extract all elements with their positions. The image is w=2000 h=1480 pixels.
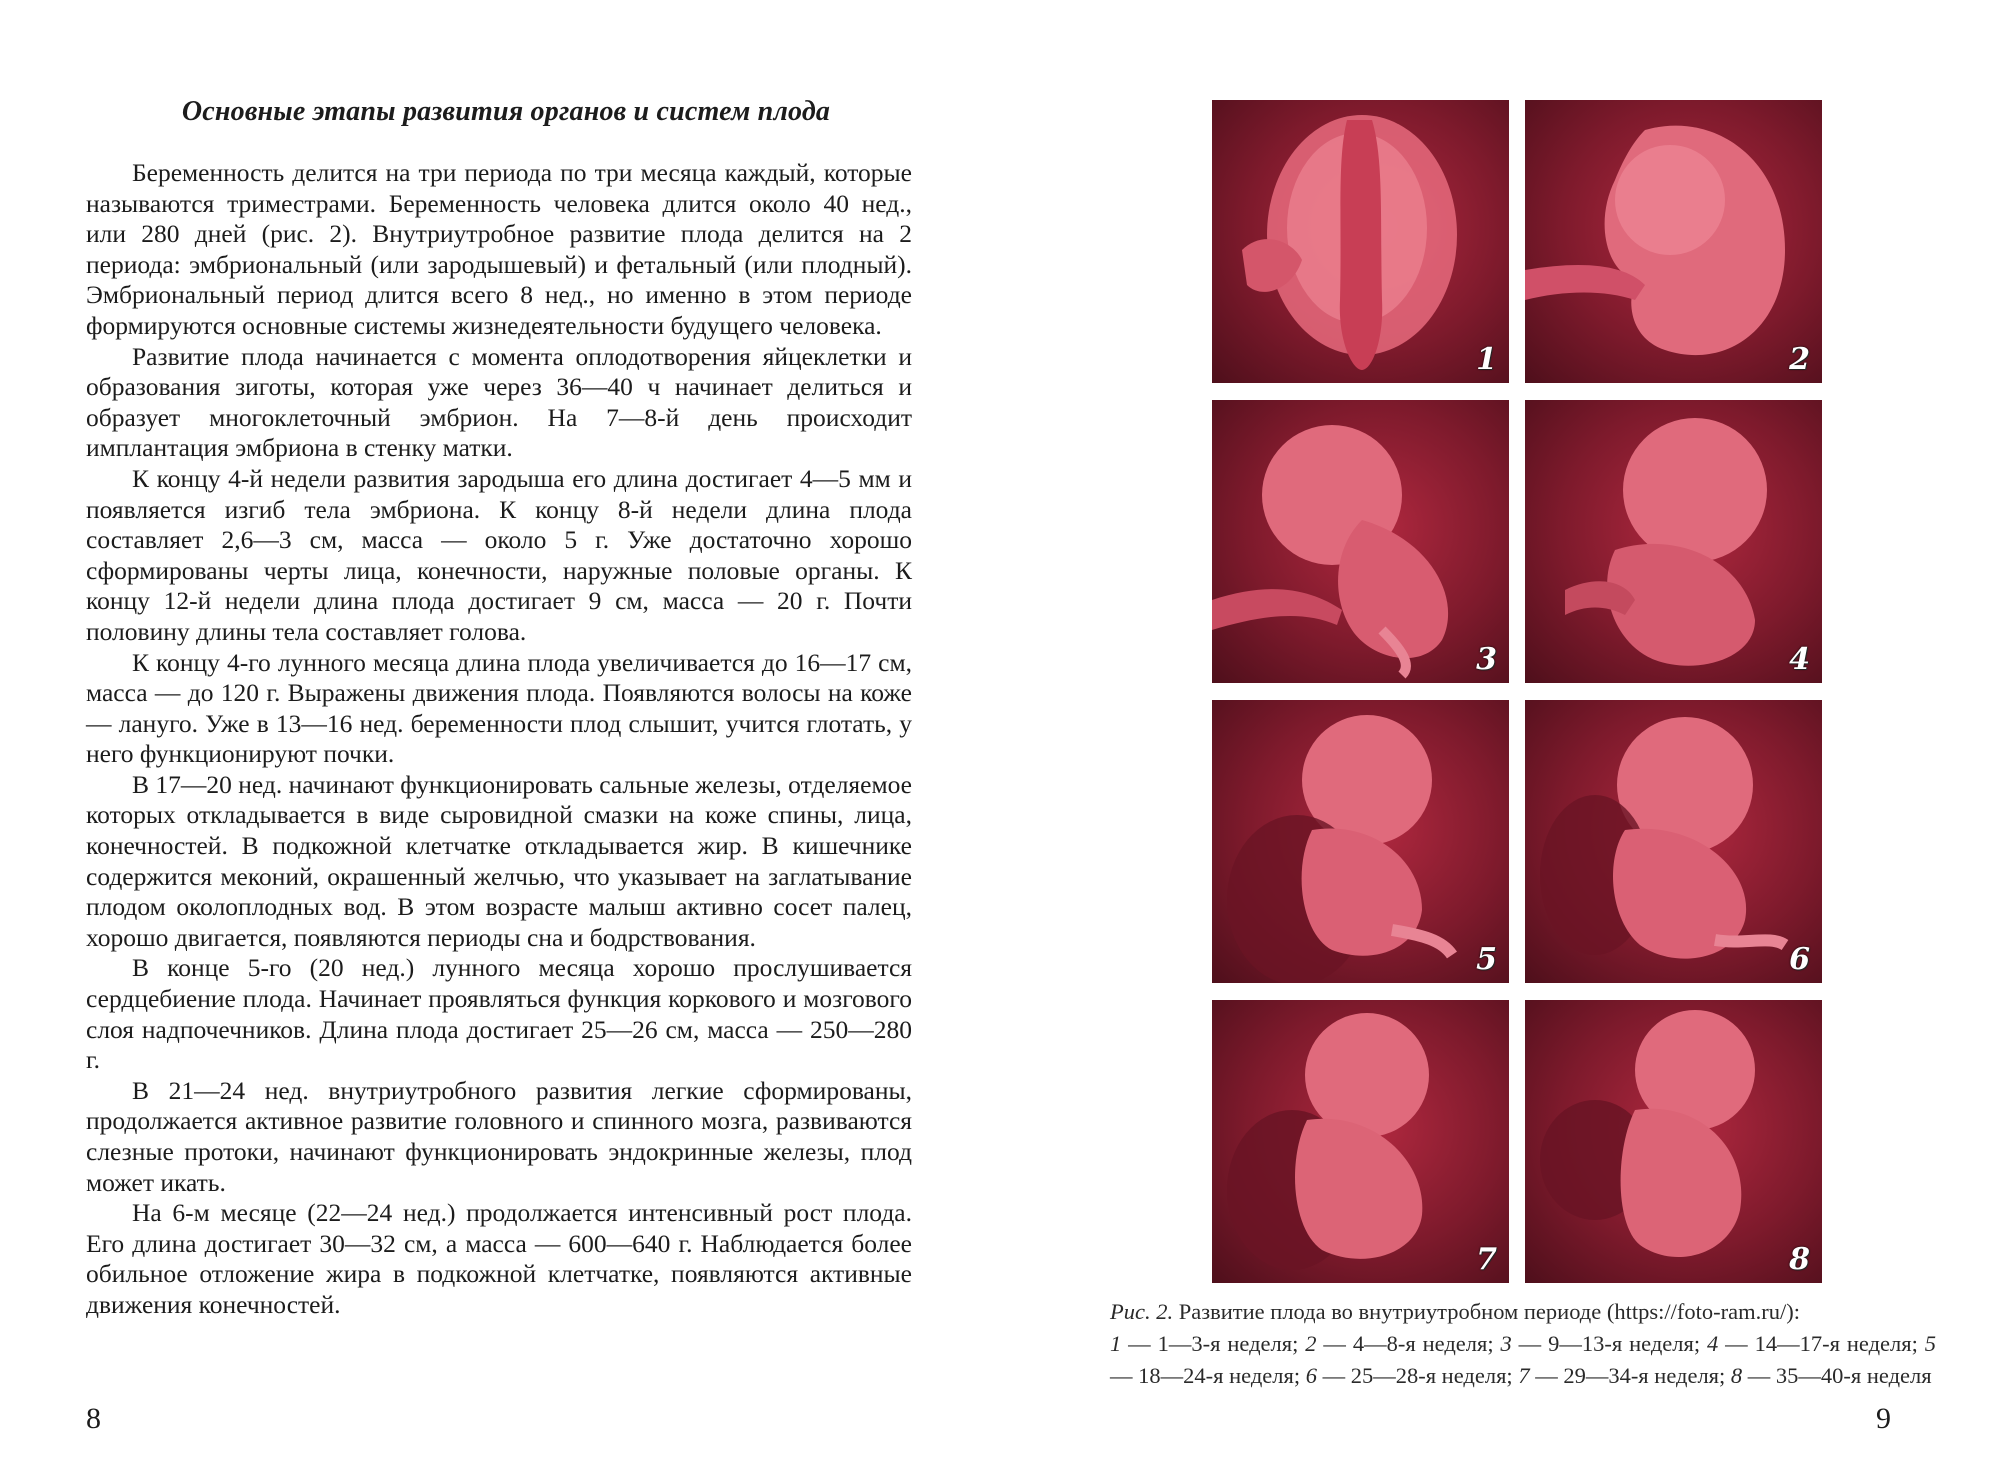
paragraph: К концу 4-го лунного месяца длина плода увеличивается до 16—17 см, масса — до 120 г. Выражены движения плода. Появляются волосы на коже — лануго. Уже в 13—16 нед. беременности плод слышит, учится глотать, у него функционируют почки. bbox=[86, 647, 912, 769]
figure-tile bbox=[1212, 400, 1509, 683]
figure-tile bbox=[1525, 1000, 1822, 1283]
section-title: Основные этапы развития органов и систем плода bbox=[181, 96, 831, 127]
embryo-icon bbox=[1525, 100, 1822, 383]
caption-text: — 35—40-я неделя bbox=[1742, 1363, 1932, 1388]
figure-tile bbox=[1212, 1000, 1509, 1283]
body-text bbox=[86, 158, 912, 1321]
caption-num: 1 bbox=[1110, 1331, 1122, 1356]
fetus-icon bbox=[1525, 700, 1822, 983]
tile-number: 4 bbox=[1789, 642, 1810, 677]
tile-number: 1 bbox=[1476, 342, 1497, 377]
caption-text: — 29—34-я неделя; bbox=[1529, 1363, 1731, 1388]
caption-prefix: Рис. 2. bbox=[1110, 1299, 1174, 1324]
paragraph: К концу 4-й недели развития зародыша его длина достигает 4—5 мм и появляется изгиб тела эмбриона. К концу 8-й недели длина плода составляет 2,6—3 см, масса — около 5 г. Уже достаточно хорошо сформированы черты лица, конечности, наружные половые органы. К концу 12-й недели длина плода достигает 9 см, масса — 20 г. Почти половину длины тела составляет голова. bbox=[86, 463, 912, 646]
figure-caption bbox=[1110, 1296, 1936, 1392]
caption-num: 8 bbox=[1730, 1363, 1743, 1388]
paragraph: На 6-м месяце (22—24 нед.) продолжается интенсивный рост плода. Его длина достигает 30—32 см, а масса — 600—640 г. Наблюдается более обильное отложение жира в подкожной клетчатке, появляются активные движения конечностей. bbox=[86, 1198, 912, 1319]
figure-tile bbox=[1525, 700, 1822, 983]
caption-text: — 14—17-я неделя; bbox=[1718, 1331, 1925, 1356]
tile-number: 7 bbox=[1476, 1242, 1497, 1277]
caption-num: 4 bbox=[1707, 1331, 1719, 1356]
tile-number: 5 bbox=[1476, 942, 1497, 977]
caption-text: — 9—13-я неделя; bbox=[1511, 1331, 1707, 1356]
paragraph: В 17—20 нед. начинают функционировать сальные железы, отделяемое которых откладывается в виде сыровидной смазки на коже спины, лица, конечностей. В подкожной клетчатке откладывается жир. В кишечнике содержится меконий, окрашенный желчью, что указывает на заглатывание плодом околоплодных вод. В этом возрасте малыш активно сосет палец, хорошо двигается, появляются периоды сна и бодрствования. bbox=[86, 769, 912, 952]
tile-number: 8 bbox=[1789, 1242, 1810, 1277]
fetus-icon bbox=[1525, 400, 1822, 683]
fetus-icon bbox=[1212, 1000, 1509, 1283]
tile-number: 6 bbox=[1789, 942, 1810, 977]
figure-tile bbox=[1212, 100, 1509, 383]
page-number-left: 8 bbox=[86, 1402, 101, 1435]
caption-num: 2 bbox=[1305, 1331, 1317, 1356]
caption-num: 5 bbox=[1924, 1331, 1936, 1356]
fetus-icon bbox=[1212, 400, 1509, 683]
caption-num: 3 bbox=[1500, 1331, 1512, 1356]
tile-number: 2 bbox=[1789, 342, 1810, 377]
figure-tile bbox=[1525, 400, 1822, 683]
paragraph: Беременность делится на три периода по три месяца каждый, которые называются триместрами. Беременность человека длится около 40 нед., или 280 дней (рис. 2). Внутриутробное развитие плода делится на 2 периода: эмбриональный (или зародышевый) и фетальный (или плодный). Эмбриональный период длится всего 8 нед., но именно в этом периоде формируются основные системы жизнедеятельности будущего человека. bbox=[86, 158, 912, 340]
caption-text: — 25—28-я неделя; bbox=[1316, 1363, 1519, 1388]
tile-number: 3 bbox=[1476, 642, 1497, 677]
caption-num: 7 bbox=[1518, 1363, 1530, 1388]
page-number-right: 9 bbox=[1876, 1402, 1891, 1435]
caption-text: — 18—24-я неделя; bbox=[1110, 1363, 1306, 1388]
caption-text: — 4—8-я неделя; bbox=[1316, 1331, 1501, 1356]
fetus-icon bbox=[1525, 1000, 1822, 1283]
figure-tile bbox=[1212, 700, 1509, 983]
right-page bbox=[1000, 0, 2000, 1480]
paragraph: В конце 5-го (20 нед.) лунного месяца хорошо прослушивается сердцебиение плода. Начинает проявляться функция коркового и мозгового слоя надпочечников. Длина плода достигает 25—26 см, масса — 250—280 г. bbox=[86, 953, 912, 1075]
embryo-icon bbox=[1212, 100, 1509, 383]
caption-title: Развитие плода во внутриутробном периоде (https://foto-ram.ru/): bbox=[1173, 1299, 1800, 1324]
fetus-icon bbox=[1212, 700, 1509, 983]
paragraph: В 21—24 нед. внутриутробного развития легкие сформированы, продолжается активное развитие головного и спинного мозга, развиваются слезные протоки, начинают функционировать эндокринные железы, плод может икать. bbox=[86, 1075, 912, 1197]
figure-tile bbox=[1525, 100, 1822, 383]
paragraph: Развитие плода начинается с момента оплодотворения яйцеклетки и образования зиготы, которая уже через 36—40 ч начинает делиться и образует многоклеточный эмбрион. На 7—8-й день происходит имплантация эмбриона в стенку матки. bbox=[86, 341, 912, 463]
caption-text: — 1—3-я неделя; bbox=[1121, 1331, 1306, 1356]
caption-num: 6 bbox=[1305, 1363, 1317, 1388]
